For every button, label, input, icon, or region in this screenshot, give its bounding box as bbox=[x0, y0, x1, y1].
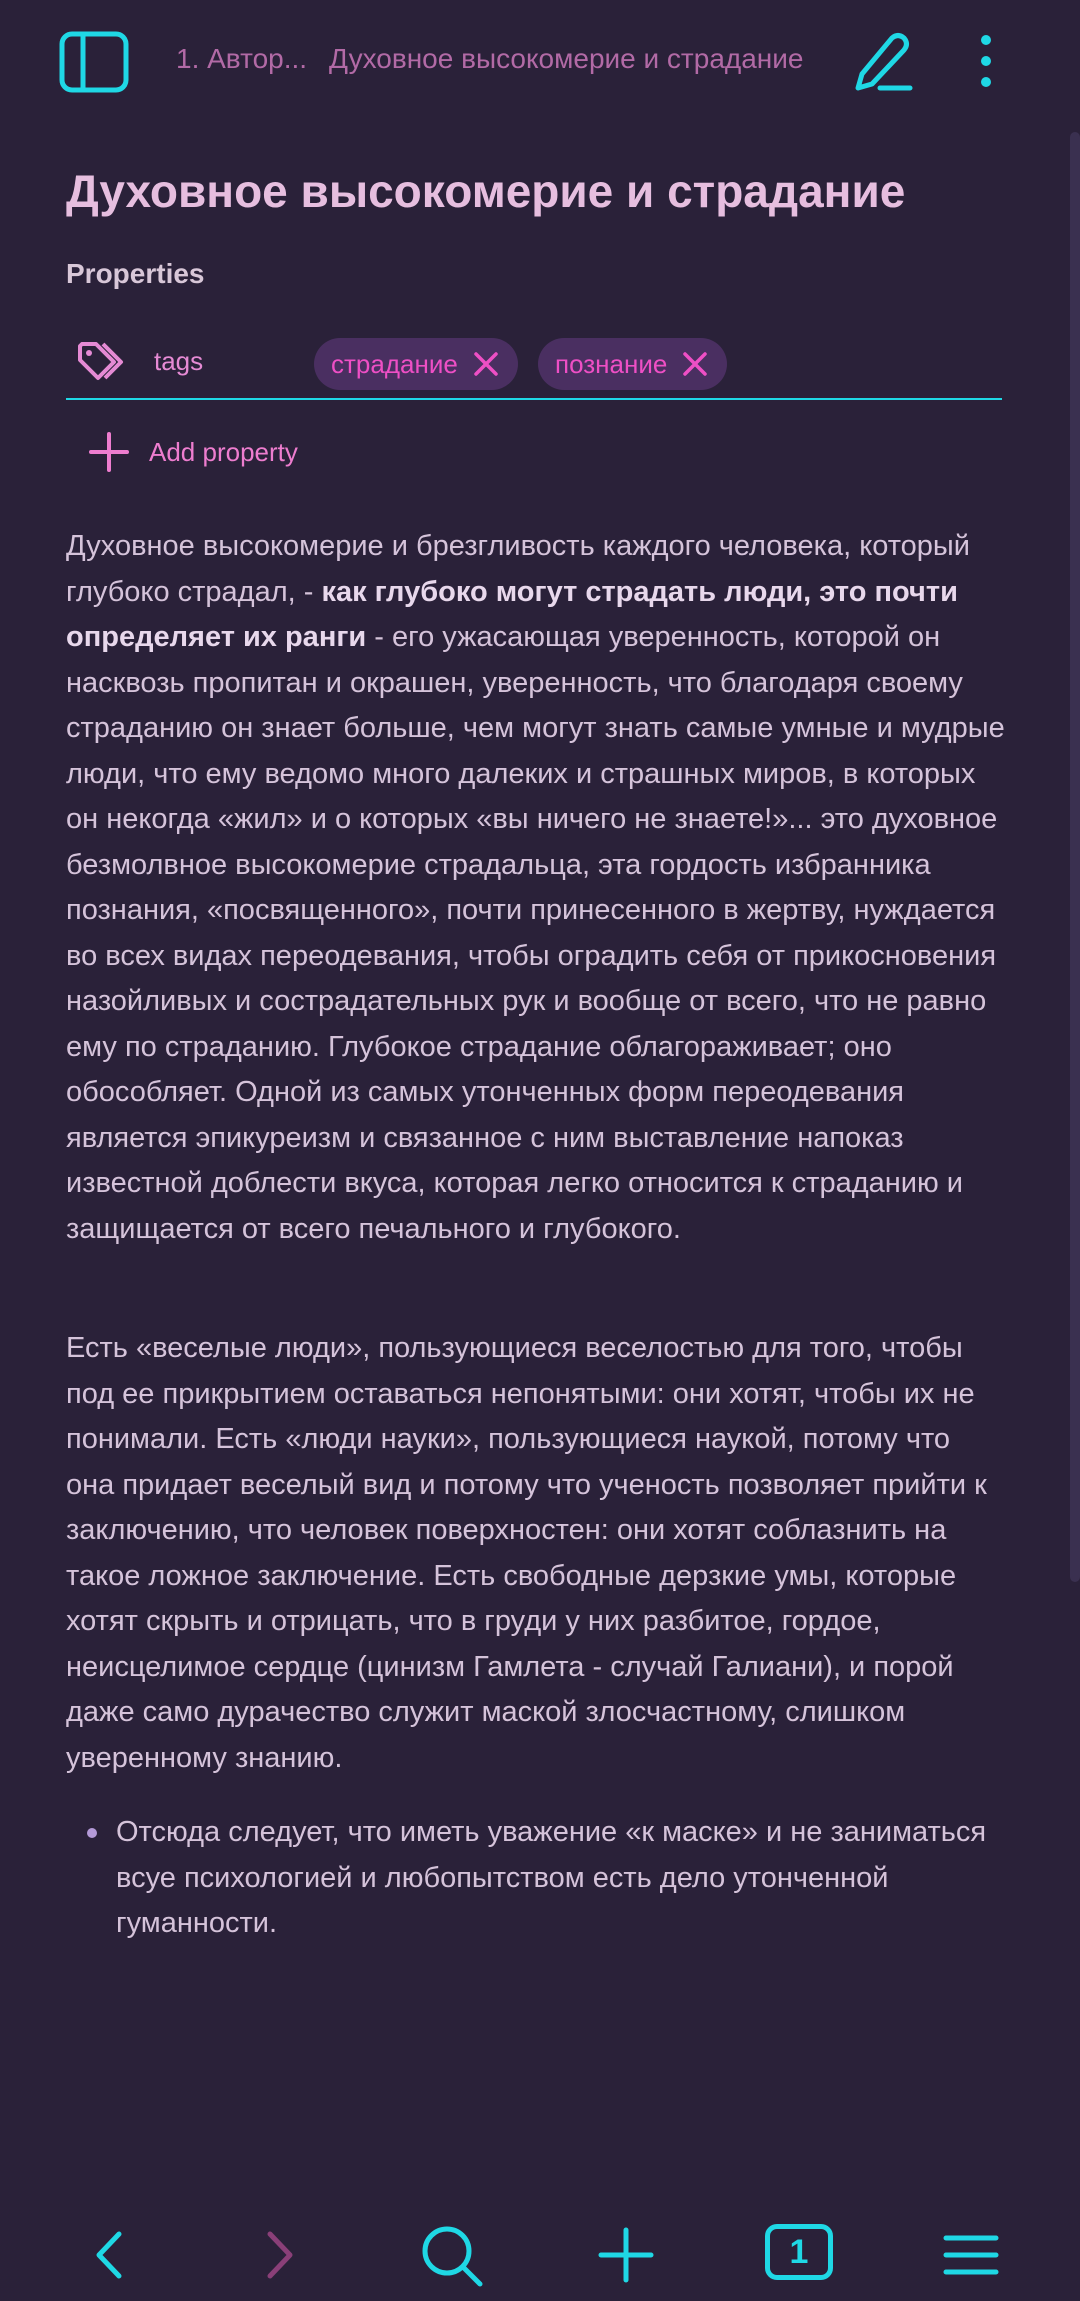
tag-label: страдание bbox=[331, 348, 458, 379]
hamburger-menu-icon[interactable] bbox=[936, 2220, 1006, 2290]
top-bar bbox=[0, 0, 1080, 125]
add-property-label: Add property bbox=[149, 436, 298, 467]
paragraph-text: - его ужасающая уверенность, которой он насквозь пропитан и окрашен, уверенность, что благодаря своему страданию он знает больше, чем могут знать самые умные и мудрые люди, что ему ведомо много далеких и страшных миров, в которых он некогда «жил» и о которых «вы ничего не знаете!»... это духовное безмолвное высокомерие страдальца, эта гордость избранника познания, «посвященного», почти принесенного в жертву, нуждается во всех видах переодевания, чтобы оградить себя от прикосновения назойливых и сострадательных рук и вообще от всего, что не равно ему по страданию. Глубокое страдание облагораживает; оно обособляет. Одной из самых утонченных форм переодевания является эпикуреизм и связанное с ним выставление напоказ известной доблести вкуса, которая легко относится к страданию и защищается от всего печального и глубокого. bbox=[66, 621, 1005, 1245]
paragraph[interactable] bbox=[66, 524, 1006, 1252]
property-key[interactable]: tags bbox=[154, 346, 204, 376]
paragraph[interactable]: Есть «веселые люди», пользующиеся веселостью для того, чтобы под ее прикрытием оставаться непонятыми: они хотят, чтобы их не понимали. Есть «люди науки», пользующиеся наукой, потому что она придает веселый вид и потому что ученость позволяет прийти к заключению, что человек поверхностен: они хотят соблазнить на такое ложное заключение. Есть свободные дерзкие умы, которые хотят скрыть и отрицать, что в груди у них разбитое, гордое, неисцелимое сердце (цинизм Гамлета - случай Галиани), и порой даже само дурачество служит маской злосчастному, слишком уверенному знанию. bbox=[66, 1332, 987, 1774]
breadcrumb-parent[interactable]: 1. Автор... bbox=[176, 43, 308, 74]
tab-count-button[interactable]: 1 bbox=[765, 2224, 833, 2280]
more-vertical-icon[interactable] bbox=[966, 30, 1006, 92]
bottom-nav bbox=[0, 2200, 1080, 2301]
properties-heading[interactable]: Properties bbox=[66, 258, 205, 289]
add-property-button[interactable] bbox=[88, 428, 298, 476]
tag-pill[interactable] bbox=[538, 338, 727, 390]
paragraph-text: Духовное высокомерие и брезгливость каждого человека, который глубоко страдал, - bbox=[66, 530, 970, 608]
pencil-icon[interactable] bbox=[852, 30, 914, 92]
close-icon[interactable] bbox=[472, 350, 500, 378]
bullet-marker bbox=[87, 1828, 97, 1838]
property-row-tags bbox=[66, 326, 1002, 400]
list-item[interactable]: Отсюда следует, что иметь уважение «к маске» и не заниматься всуе психологией и любопытством есть дело утонченной гуманности. bbox=[116, 1816, 987, 1939]
plus-icon bbox=[88, 431, 130, 473]
tag-label: познание bbox=[555, 348, 668, 379]
page-title[interactable]: Духовное высокомерие и страдание bbox=[66, 165, 906, 217]
sidebar-toggle-icon[interactable] bbox=[58, 30, 130, 94]
tags-icon bbox=[76, 340, 130, 384]
paragraph-bold-text: как глубоко могут страдать люди, это почти определяет их ранги bbox=[66, 575, 958, 653]
plus-icon[interactable] bbox=[591, 2220, 661, 2290]
chevron-right-icon[interactable] bbox=[244, 2220, 314, 2290]
scrollbar[interactable] bbox=[1070, 132, 1080, 1582]
search-icon[interactable] bbox=[416, 2220, 486, 2290]
close-icon[interactable] bbox=[681, 350, 709, 378]
breadcrumb-current[interactable]: Духовное высокомерие и страдание bbox=[329, 43, 804, 74]
tag-pill[interactable] bbox=[314, 338, 518, 390]
chevron-left-icon[interactable] bbox=[75, 2220, 145, 2290]
